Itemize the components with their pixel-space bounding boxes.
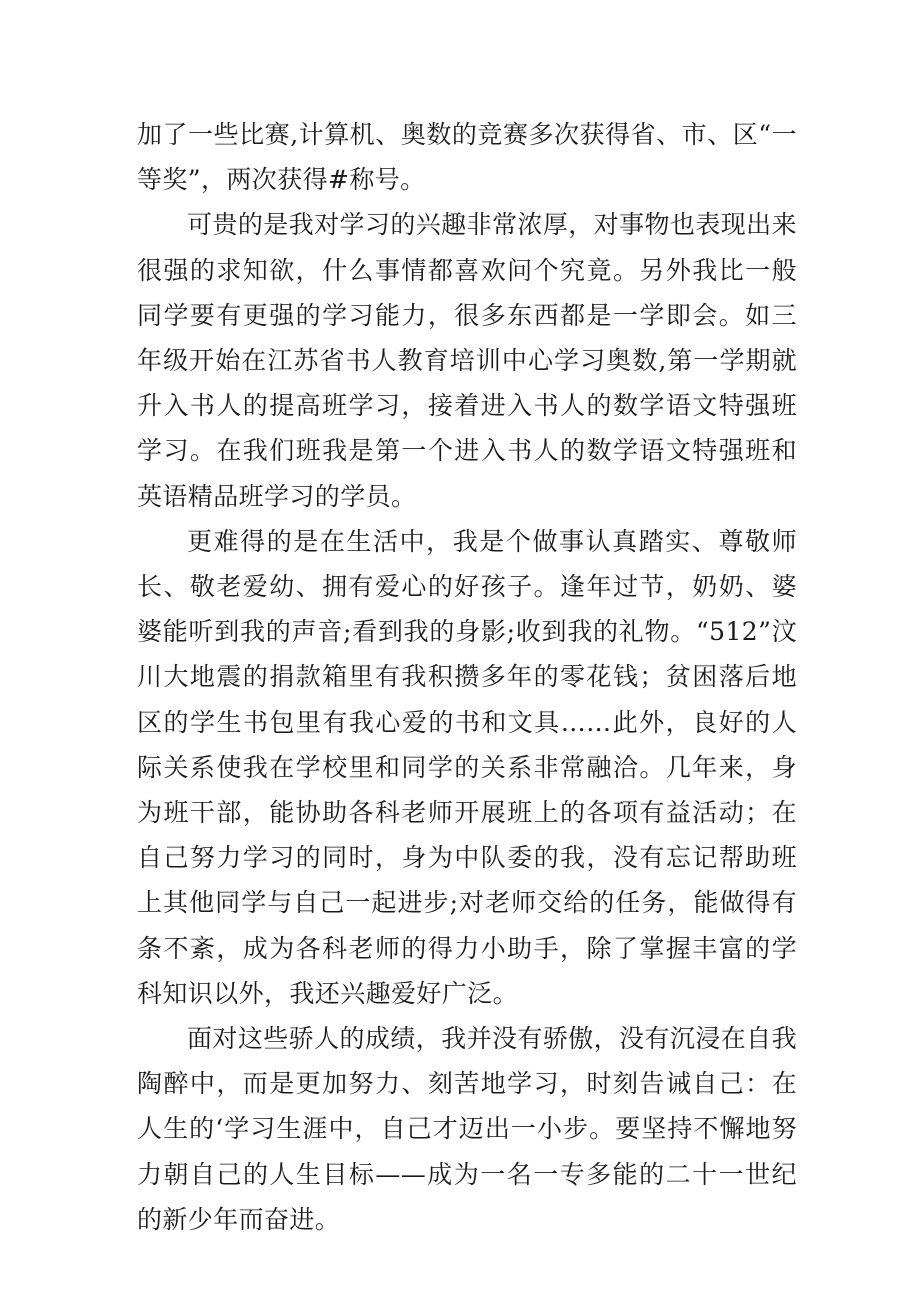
paragraph-learning-interest: 可贵的是我对学习的兴趣非常浓厚，对事物也表现出来很强的求知欲，什么事情都喜欢问个究竟。另外我比一般同学要有更强的学习能力，很多东西都是一学即会。如三年级开始在江苏省书人教育培训中心学习奥数,第一学期就升入书人的提高班学习，接着进入书人的数学语文特强班学习。在我们班我是第一个进入书人的数学语文特强班和英语精品班学习的学员。	[137, 210, 797, 511]
paragraph-life-character: 更难得的是在生活中，我是个做事认真踏实、尊敬师长、敬老爱幼、拥有爱心的好孩子。逢年过节，奶奶、婆婆能听到我的声音;看到我的身影;收到我的礼物。“512”汶川大地震的捐款箱里有我积攒多年的零花钱；贫困落后地区的学生书包里有我心爱的书和文具……此外，良好的人际关系使我在学校里和同学的关系非常融洽。几年来，身为班干部，能协助各科老师开展班上的各项有益活动；在自己努力学习的同时，身为中队委的我，没有忘记帮助班上其他同学与自己一起进步;对老师交给的任务，能做得有条不紊，成为各科老师的得力小助手，除了掌握丰富的学科知识以外，我还兴趣爱好广泛。	[137, 526, 797, 1008]
paragraph-continuation: 加了一些比赛,计算机、奥数的竞赛多次获得省、市、区“一等奖”，两次获得#称号。	[137, 120, 797, 195]
document-body	[137, 112, 797, 1242]
paragraph-conclusion: 面对这些骄人的成绩，我并没有骄傲，没有沉浸在自我陶醉中，而是更加努力、刻苦地学习，时刻告诫自己：在人生的‘学习生涯中，自己才迈出一小步。要坚持不懈地努力朝自己的人生目标——成为一名一专多能的二十一世纪的新少年而奋进。	[137, 1024, 797, 1234]
